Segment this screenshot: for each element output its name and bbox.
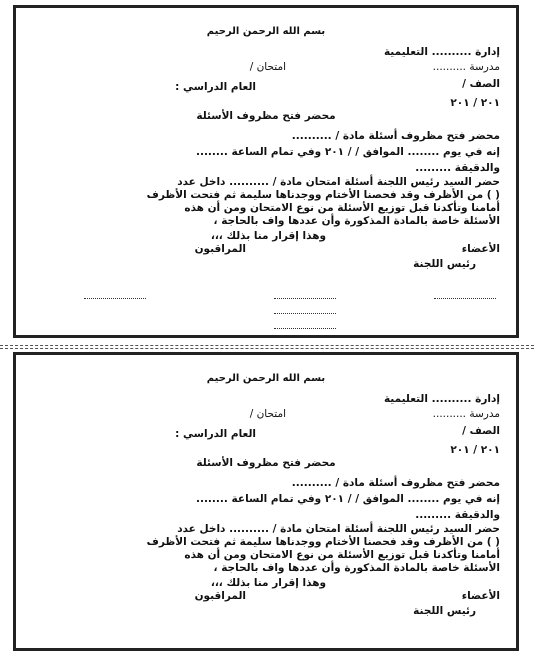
body-line-2: ( ) من الأظرف وقد فحصنا الأختام ووجدناها سليمة ثم فتحت الأظرف [146, 189, 500, 201]
date-line: إنه في يوم ........ الموافق / / ٢٠١ وفي تمام الساعة ........ [195, 146, 500, 158]
body-line-3: أمامنا وتأكدنا قبل توزيع الأسئلة من نوع الامتحان ومن أن هذه [184, 549, 500, 561]
signature-line [84, 298, 146, 299]
body-line-2: ( ) من الأظرف وقد فحصنا الأختام ووجدناها سليمة ثم فتحت الأظرف [146, 536, 500, 548]
grade-line: الصف / [462, 425, 500, 437]
form-title: محضر فتح مظروف الأسئلة [196, 457, 336, 469]
signature-line [274, 328, 336, 329]
body-line-3: أمامنا وتأكدنا قبل توزيع الأسئلة من نوع الامتحان ومن أن هذه [184, 202, 500, 214]
admin-line: إدارة .......... التعليمية [383, 46, 500, 58]
school-year-line: العام الدراسي : [175, 428, 256, 440]
form-sheet-bottom [13, 352, 519, 651]
cut-line [0, 345, 534, 346]
school-year-line: العام الدراسي : [175, 81, 256, 93]
form-sheet-top [13, 5, 519, 338]
observers-label: المراقبون [194, 590, 246, 602]
body-line-1: حضر السيد رئيس اللجنة أسئلة امتحان مادة / .......... داخل عدد [177, 176, 500, 188]
acknowledge-line: وهذا إقرار منا بذلك ،،، [210, 577, 326, 589]
year-line: ٢٠١ / ٢٠١ [450, 97, 500, 109]
minute-line: والدقيقة ......... [415, 509, 500, 521]
members-label: الأعضاء [461, 590, 500, 602]
body-line-4: الأسئلة خاصة بالمادة المذكورة وأن عددها واف بالحاجة ، [213, 562, 500, 574]
minute-line: والدقيقة ......... [415, 162, 500, 174]
signature-line [274, 313, 336, 314]
acknowledge-line: وهذا إقرار منا بذلك ،،، [210, 230, 326, 242]
exam-line: امتحان / [249, 408, 286, 420]
chair-label: رئيس اللجنة [413, 605, 476, 617]
school-line: مدرسة .......... [432, 408, 500, 420]
signature-line [274, 298, 336, 299]
basmala: بسم الله الرحمن الرحيم [206, 26, 326, 37]
exam-line: امتحان / [249, 61, 286, 73]
basmala: بسم الله الرحمن الرحيم [206, 373, 326, 384]
body-line-4: الأسئلة خاصة بالمادة المذكورة وأن عددها واف بالحاجة ، [213, 215, 500, 227]
members-label: الأعضاء [461, 243, 500, 255]
admin-line: إدارة .......... التعليمية [383, 393, 500, 405]
observers-label: المراقبون [194, 243, 246, 255]
date-line: إنه في يوم ........ الموافق / / ٢٠١ وفي تمام الساعة ........ [195, 493, 500, 505]
school-line: مدرسة .......... [432, 61, 500, 73]
year-line: ٢٠١ / ٢٠١ [450, 444, 500, 456]
subject-line: محضر فتح مظروف أسئلة مادة / .......... [291, 130, 500, 142]
cut-line [0, 348, 534, 349]
body-line-1: حضر السيد رئيس اللجنة أسئلة امتحان مادة / .......... داخل عدد [177, 523, 500, 535]
signature-line [434, 298, 496, 299]
grade-line: الصف / [462, 78, 500, 90]
subject-line: محضر فتح مظروف أسئلة مادة / .......... [291, 477, 500, 489]
chair-label: رئيس اللجنة [413, 258, 476, 270]
form-title: محضر فتح مظروف الأسئلة [196, 110, 336, 122]
